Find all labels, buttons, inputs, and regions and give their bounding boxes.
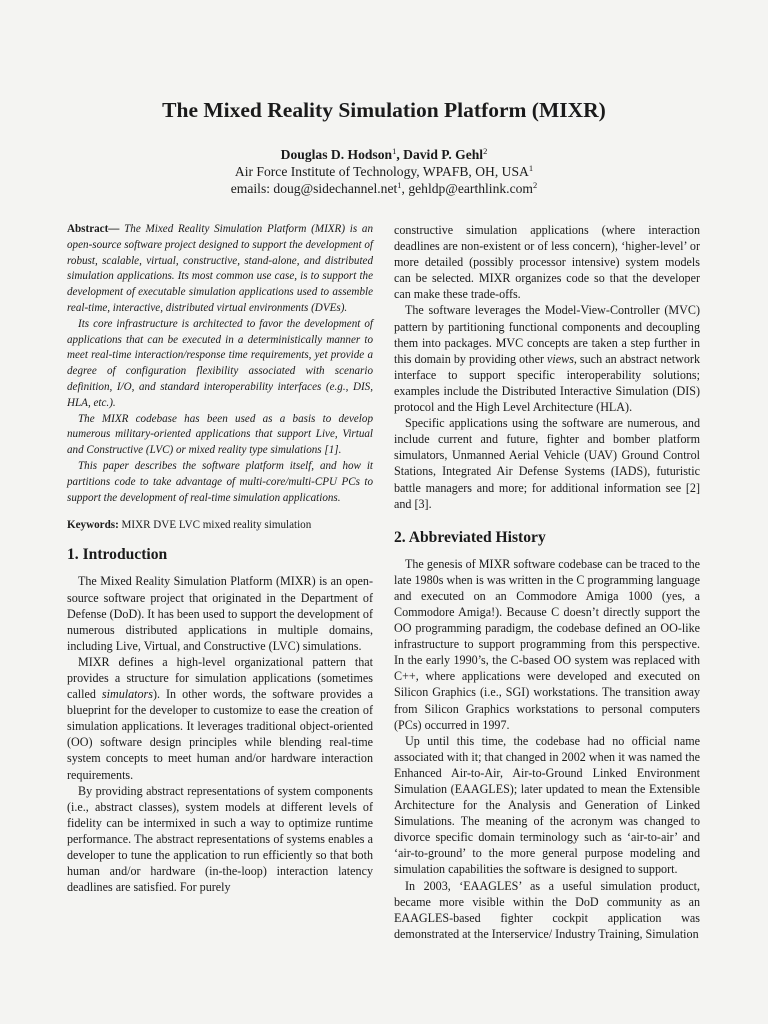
emails: emails: doug@sidechannel.net$^1$, gehldp@earthlink.com$^2$ <box>230 180 538 196</box>
abstract-paragraph: This paper describes the software platform itself, and how it partitions code to take advantage of multi-core/multi-CPU PCs to support the development of real-time simulation applications. <box>67 459 373 504</box>
body-paragraph: Specific applications using the software are numerous, and include current and future, fighter and bomber platform simulators, Unmanned Aerial Vehicle (UAV) Ground Control Stations, Integrated Air Defense Systems (IADS), futuristic battle managers and more; for additional information see [2] and [3]. <box>394 416 700 511</box>
body-paragraph: MIXR defines a high-level organizational pattern that provides a structure for simulation applications (sometimes called simulators). In other words, the software provides a blueprint for the developer to customize to ease the creation of simulation applications. It leverages traditional object-oriented (OO) software design principles while blending real-time system concepts to meet human and/or hardware interaction requirements. <box>67 654 373 782</box>
body-paragraph: In 2003, ‘EAAGLES’ as a useful simulation product, became more visible within the DoD community as an EAAGLES-based fighter cockpit application was demonstrated at the Interservice/ Industry Training, Simulation <box>394 878 700 941</box>
author-block <box>0 146 768 197</box>
paper-title: The Mixed Reality Simulation Platform (MIXR) <box>162 98 606 122</box>
right-column <box>394 222 700 942</box>
affiliation: Air Force Institute of Technology, WPAFB, OH, USA$^1$ <box>234 163 534 179</box>
body-paragraph: The software leverages the Model-View-Controller (MVC) pattern by partitioning functional components and decoupling them into packages. MVC concepts are taken a step further in this domain by providing other views, such an abstract network interface to support specific interoperability solutions; examples include the Distributed Interactive Simulation (DIS) protocol and the High Level Architecture (HLA). <box>394 303 700 415</box>
keywords-text: MIXR DVE LVC mixed reality simulation <box>121 519 312 532</box>
keywords-label: Keywords: <box>67 519 119 532</box>
abstract-paragraph: Its core infrastructure is architected to favor the development of applications that can be executed in a deterministically manner to meet real-time interaction/response time requirements, yet provide a degree of configuration flexibility associated with scenario definition, I/O, and standard interoperability interfaces (e.g., DIS, HLA, etc.). <box>67 317 373 409</box>
keywords <box>67 517 373 533</box>
abstract-paragraph: Abstract— The Mixed Reality Simulation Platform (MIXR) is an open-source software project designed to support the development of robust, scalable, virtual, constructive, stand-alone, and distributed simulation applications. Its most common use case, is to support the development of executable simulation applications used to assemble real-time, interactive, distributed virtual environments (DVEs). <box>67 223 373 314</box>
author-1: Douglas D. Hodson <box>280 147 393 162</box>
abstract-label: Abstract— <box>67 223 120 235</box>
abstract <box>67 222 373 506</box>
author-1-affiliation-mark: 1 <box>392 146 397 156</box>
author-2: , David P. Gehl <box>396 147 484 162</box>
body-paragraph: Up until this time, the codebase had no official name associated with it; that changed in 2002 when it was named the Enhanced Air-to-Air, Air-to-Ground Linked Environment Simulation (EAAGLES); later updated to mean the Extensible Architecture for the Analysis and Generation of Linked Simulations. The meaning of the acronym was changed to divorce specific domain terminology such as ‘air-to-air’ and ‘air-to-ground’ to the more general purpose modeling and simulation capabilities the software is designed to support. <box>394 733 700 877</box>
abstract-paragraph: The MIXR codebase has been used as a basis to develop numerous military-oriented applications that support Live, Virtual and Constructive (LVC) or mixed reality type simulations [1]. <box>67 412 373 457</box>
section-heading-introduction: 1. Introduction <box>67 546 168 564</box>
author-2-affiliation-mark: 2 <box>483 146 488 156</box>
section-heading-history: 2. Abbreviated History <box>394 528 546 546</box>
body-paragraph: By providing abstract representations of system components (i.e., abstract classes), system models at different levels of fidelity can be intermixed in such a way to optimize runtime performance. The abstract representations of systems enables a developer to tune the application to run efficiently so that both human and/or hardware (in-the-loop) interaction latency deadlines are satisfied. For purely <box>67 783 373 895</box>
body-paragraph: constructive simulation applications (where interaction deadlines are non-existent or of less concern), ‘higher-level’ or more detailed (possibly processor intensive) system models can be selected. MIXR organizes code so that the developer can make these trade-offs. <box>394 223 700 302</box>
body-paragraph: The Mixed Reality Simulation Platform (MIXR) is an open-source software project that originated in the Department of Defense (DoD). It has been used to support the development of numerous distributed applications in multiple domains, including Live, Virtual, and Constructive (LVC) simulations. <box>67 574 373 653</box>
author-names <box>0 146 768 163</box>
body-paragraph: The genesis of MIXR software codebase can be traced to the late 1980s when is was written in the C programming language and executed on an Commodore Amiga 1000 (yes, a Commodore Amiga!). Because C doesn’t directly support the OO programming paradigm, the codebase defined an OO-like infrastructure to support programming from this perspective. In the early 1990’s, the C-based OO system was replaced with C++, where applications were developed and executed on Silicon Graphics (i.e., SGI) workstations. The transition away from Silicon Graphics workstations to personal computers (PCs) occurred in 1997. <box>394 556 700 732</box>
left-column <box>67 222 373 895</box>
